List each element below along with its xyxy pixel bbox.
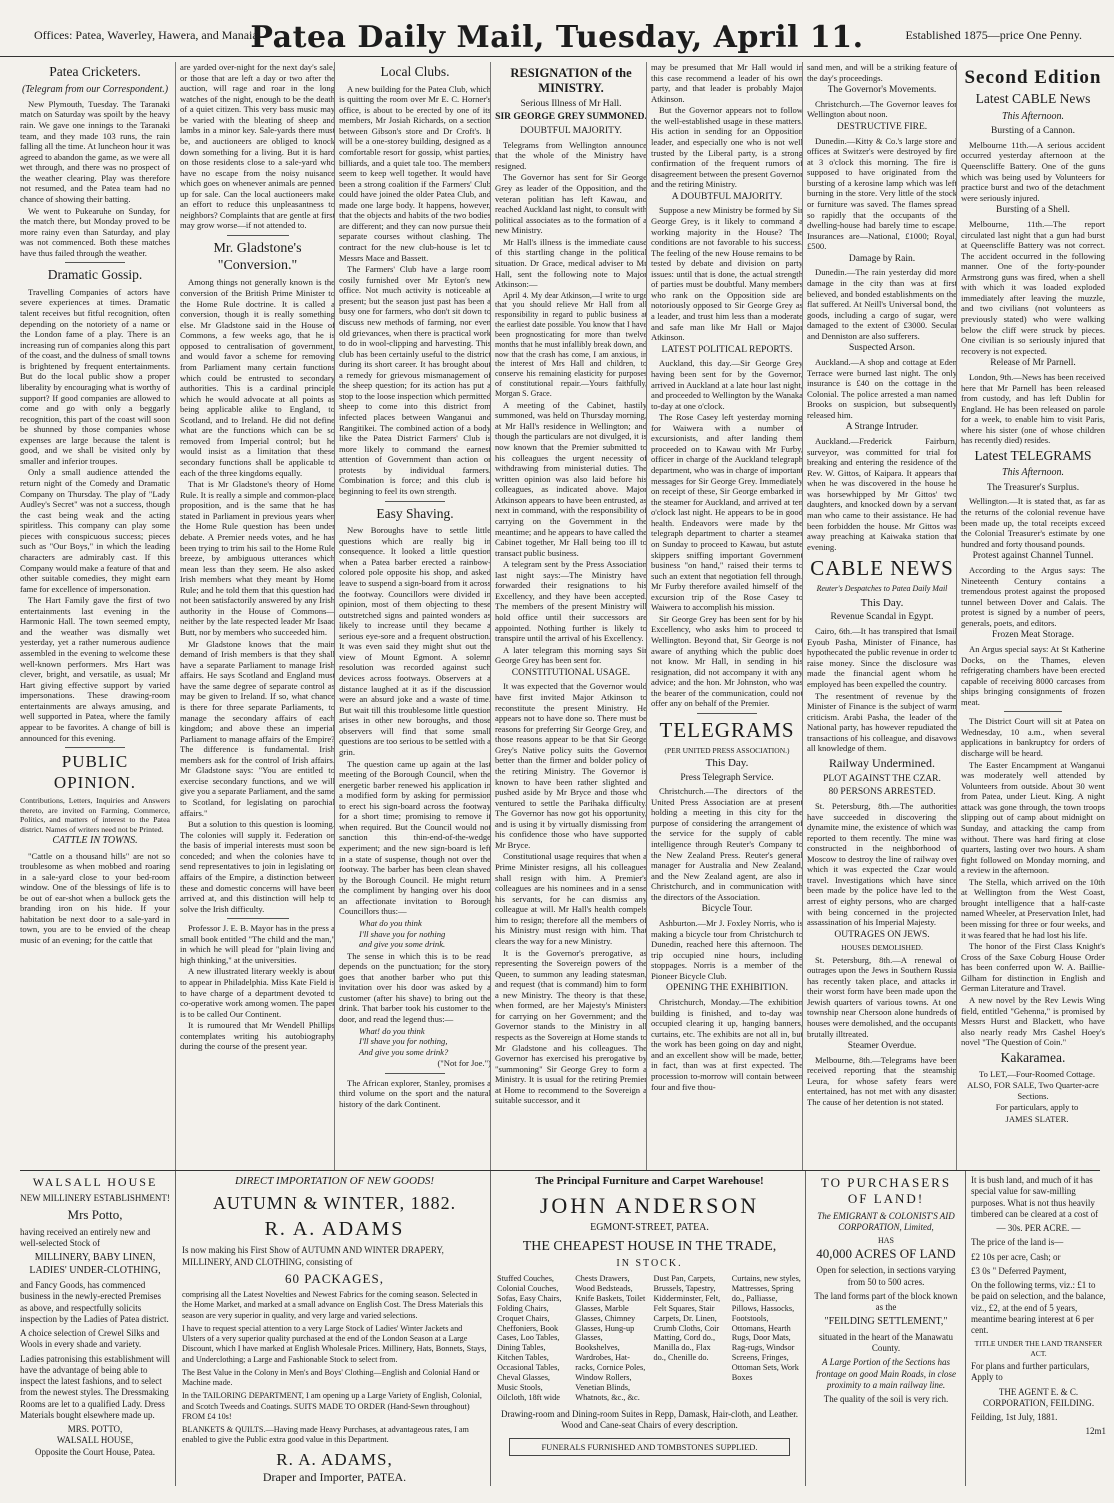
headline-revenue-scandal: Revenue Scandal in Egypt.: [830, 612, 934, 623]
headline-treasurers-surplus: The Treasurer's Surplus.: [986, 482, 1080, 493]
subhead: HOUSES DEMOLISHED.: [841, 943, 923, 953]
classified-ad: JAMES SLATER.: [1005, 1113, 1069, 1124]
stock-column: Curtains, new styles, Mattresses, Spring do., Palliasse, Pillows, Hassocks, Footstools, Ottomans, Hearth Rugs, Door Mats, Rag-rugs, Windsor Screens, Fringes, Ottoman Sets, Work Boxes: [731, 1273, 801, 1383]
ad-signature: Opposite the Court House, Patea.: [35, 1446, 155, 1457]
paragraph: Dunedin.—The rain yesterday did more damage in the city than was at first believed, and bonded establishments on the flat suffered. At Neill's Universal bond, the goods, including a cargo of sugar, were damaged to the extent of £3000. Secular and Denniston are also sufferers.: [807, 267, 957, 341]
paragraph: It was expected that the Governor would have first invited Major Atkinson to reconstitute the present Ministry. He appears not to have done so. There must be reasons for preferring Sir George Grey, and those reasons appear to be that Sir George Grey's Native policy suits the Governor better than the firmer and bolder policy of the retiring Ministry. The Governor is known to have been rather slighted and pushed aside by Mr Bryce and those who ventured to settle the Parihaka difficulty. The Governor has now got his opportunity, and is using it by virtually dismissing from his confidence those who have supported Mr Bryce.: [495, 681, 647, 850]
paragraph: Dunedin.—Kitty & Co.'s large store and offices at Switzer's were destroyed by fire at 3 o'clock this morning. The fire is supposed to have originated from the bursting of a kerosine lamp which was left burning in the store. Very little of the stock or furniture was saved. The flames spread so rapidly that the occupants of the dwelling-house had barely time to escape. Insurances are—National, £1000; Royal, £500.: [807, 135, 957, 252]
ad-name: Mrs Potto,: [67, 1207, 123, 1223]
ad-slogan: THE CHEAPEST HOUSE IN THE TRADE,: [522, 1238, 777, 1254]
verse: What do you think I'll shave you for nothing and give you some drink.: [359, 917, 446, 950]
ad-text: comprising all the Latest Novelties and Newest Fabrics for the coming season. Selected in the Home Market, and marked at a small advance on English Cost. The Dress Materials this season are very superior in quality, and very large and varied selections.: [182, 1290, 484, 1320]
paragraph: The African explorer, Stanley, promises a third volume on the sport and the natural history of the dark Continent.: [339, 1077, 491, 1109]
subhead: 80 PERSONS ARRESTED.: [828, 787, 936, 798]
headline-press-telegraph: Press Telegraph Service.: [680, 772, 774, 783]
masthead-offices: Offices: Patea, Waverley, Hawera, and Manaia.: [34, 28, 261, 42]
paragraph: The Rose Casey left yesterday morning for Waiwera with a number of excursionists, and after landing them proceeded on to Kawau with Mr Furby, officer in charge of the Auckland telegraph department, who was in charge of important messages for Sir George Grey. Immediately on receipt of these, Sir George embarked in the steamer for Auckland, and arrived at ten o'clock last night. He appears to be in good health. Endeavors were made by the telegraph department to charter a steamer on Sunday to proceed to Kawau, but astute skippers sniffing important Government business "on hand," raised their terms to such an extent that negotiation fell through. Mr Furby therefore availed himself of the excursion trip of the Rose Casey to Waiwera to accomplish his mission.: [651, 412, 803, 613]
paragraph: A meeting of the Cabinet, hastily summoned, was held on Thursday morning, at Mr Hall's residence in Wellington; and though the particulars are not divulged, it is now known that the Premier submitted to his colleagues the urgent necessity of withdrawing from ministerial duties. The written opinion was also laid before his colleagues, as indicated above. Major Atkinson appears to have been entrusted, as next in command, with the responsibility of carrying on the Government in the meantime; and he appears to have called the Cabinet together, Mr Hall being too ill to transact public business.: [495, 399, 647, 558]
ad-text: Is now making his First Show of AUTUMN AND WINTER DRAPERY, MILLINERY, AND CLOTHING, consisting of: [182, 1245, 444, 1267]
ad-text: For plans and further particulars, Apply to: [971, 1361, 1090, 1383]
paragraph: The Hart Family gave the first of two entertainments last evening in the Harmonic Hall. The town seemed empty, and the weather was dismally wet yesterday, yet a rather numerous audience assembled in the evening to welcome these well-known performers. Mrs Hart was clever, bright, and versatile, as usual; Mr Hart giving effective support by varied impersonations. These drawing-room entertainments are always amusing, and well supported in Patea, where the family appear to be favorites. A change of bill is announced for this evening.: [20, 595, 170, 743]
paragraph: A later telegram this morning says Sir George Grey has been sent for.: [495, 644, 647, 666]
headline-kakaramea: Kakaramea.: [1000, 1049, 1066, 1065]
ad-address: EGMONT-STREET, PATEA.: [590, 1222, 709, 1234]
paragraph: Among things not generally known is the conversion of the British Prime Minister to the Home Rule doctrine. It is called a conversion, though it is really something else. Mr Gladstone said in the House of Commons, a few weeks ago, that he is opposed to centralisation of government, and would favor a scheme for removing from Parliament many certain functions which could be entrusted to secondary authorities. This is a cardinal principle which he would advocate at all points as being applicable alike to England, to Scotland, and to Ireland. He did not define what are the functions which can be so removed from Imperial control; but he would insist as a limitation that these secondary functions shall be applicable to each of the three kingdoms equally.: [180, 277, 335, 478]
column-4: [490, 62, 647, 1170]
paragraph: Christchurch, Monday.—The exhibition building is finished, and to-day was occupied clearing it up, hanging banners, curtains, etc. The exhibits are not all in, but the work has been going on day and night, and an excellent show will be made, better, in fact, than was at first expected. The procession to-morrow will contain between four and five thou-: [651, 997, 803, 1092]
paragraph: Suppose a new Ministry be formed by Sir George Grey, is it likely to command a working majority in the House? The conditions are not favorable to his success. The feeling of the new House remains to be tested by debate and division on party issues: until that is done, the actual strength of parties must be doubtful. Many members who rank on the Opposition side are notoriously opposed to Sir George Grey as a leader, and trust him less than a moderate and safe man like Mr Hall or Major Atkinson.: [651, 205, 803, 343]
ad-text: A Large Portion of the Sections has frontage on good Main Roads, in close proximity to a main railway line.: [816, 1357, 956, 1390]
paragraph: A new novel by the Rev Lewis Wing field, entitled "Gehenna," is promised by Messrs Hurst and Blackett, who have also nearly ready Mrs Cashel Hoey's novel "The Question of Coin.": [961, 994, 1105, 1048]
paragraph: The Farmers' Club have a large room cosily furnished over Mr Eyton's new office. Not much activity is noticeable at present; but the season just past has been a busy one for farmers, who don't sit down to discuss new methods of farming, nor even old grievances, when there is practical work to do in wool-clipping and harvesting. This club has been certainly useful to the district during its short career. It has brought about a remedy for grievous mismanagement of the sheep question; for its action has put a stop to the loose inspection which permitted sheep to come into this district from infected places between Wanganui and Rangitikei. The combined action of a body like the Patea District Farmers' Club is more likely to command the earnest attention of Government than action or protests by individual farmers. Combination is force; and this club is beginning to feel its own strength.: [339, 264, 491, 496]
ad-title: WALSALL HOUSE: [32, 1175, 158, 1189]
paragraph: Cairo, 6th.—It has transpired that Ismail Eyoub Pasha, Minister of Finance, has hypothecated the public revenue in order to raise money. Since the disclosure was made the financial agent whom he employed has been expelled the country.: [807, 626, 957, 689]
ad-text: HAS: [877, 1236, 894, 1245]
paragraph: An Argus special says: At St Katherine Docks, on the Thames, eleven refrigerating chambers have been erected capable of receiving 8000 carcases from ships bringing consignments of frozen meat.: [961, 643, 1105, 707]
verse-credit: ("Not for Joe."): [437, 1058, 491, 1069]
ad-settlement-name: "FEILDING SETTLEMENT,": [824, 1316, 948, 1328]
verse: What! do you think I'll shave you for nothing, And give you some drink?: [359, 1025, 449, 1057]
ad-text: In the TAILORING DEPARTMENT, I am opening up a Large Variety of English, Colonial, and Scotch Tweeds and Coatings. SUITS MADE TO ORDER (Hand-Sewn throughout) FROM £4 10s!: [182, 1391, 482, 1421]
masthead-title: Patea Daily Mail, Tuesday, April 11.: [250, 20, 864, 55]
ad-signature: R. A. ADAMS,: [276, 1449, 393, 1469]
subhead: SIR GEORGE GREY SUMMONED.: [495, 112, 647, 123]
headline-dramatic-gossip: Dramatic Gossip.: [47, 267, 143, 283]
divider: [1004, 711, 1062, 712]
paragraph: Mr Gladstone knows that the main demand of Irish members is that they shall have a separate Parliament to manage Irish affairs. He says Scotland and England must have the same degree of separate control as may be given to Ireland. If so, what chance is there for three separate Parliaments, to manage the secondary affairs of each kingdom; and above these an imperial Parliament to manage affairs of the Empire? The difference is fundamental. Irish members ask for the control of Irish affairs. Mr Gladstone says: "You are entitled to exercise secondary functions, and we will give you a separate Parliament, and the same to Scotland, for legislating on parochial affairs.": [180, 638, 335, 818]
headline-outrages-on-jews: OUTRAGES ON JEWS.: [834, 929, 930, 940]
ad-text: It is bush land, and much of it has special value for saw-milling purposes. What is not thus heavily timbered can be cleared at a cost of: [971, 1175, 1099, 1219]
ad-text: situated in the heart of the Manawatu County.: [819, 1331, 953, 1353]
headline-strange-intruder: A Strange Intruder.: [845, 422, 919, 433]
paragraph: The sense in which this is to be read depends on the punctuation; for the story goes that another barber who put this invitation over his door was asked by a customer (after his shave) to bring out the drink. That barber took his customer to the door, and read the legend thus:—: [339, 950, 491, 1024]
ad-walsall-house: [20, 1171, 174, 1486]
headline-destructive-fire: DESTRUCTIVE FIRE.: [836, 121, 928, 132]
subhead: PLOT AGAINST THE CZAR.: [823, 773, 941, 784]
paragraph: Mr Hall's illness is the immediate cause of this startling change in the political situation. Dr Grace, medical adviser to Mr Hall, sent the following note to Major Atkinson:—: [495, 236, 647, 290]
ad-signature: Draper and Importer, PATEA.: [262, 1469, 407, 1484]
divider: [65, 747, 125, 748]
subhead: This Afternoon.: [1001, 110, 1065, 122]
headline-channel-tunnel: Protest against Channel Tunnel.: [972, 551, 1094, 562]
ad-title: AUTUMN & WINTER, 1882.: [212, 1192, 457, 1213]
paragraph: But the Governor appears not to follow the well-established usage in these matters. His action in sending for an Opposition leader, and especially one who is not well trusted by the Liberal party, is a strong confirmation of the frequent rumors of disagreement between the present Governor and the retiring Ministry.: [651, 105, 803, 190]
paragraph: Ashburton.—Mr J. Foxley Norris, who is making a bicycle tour from Christchurch to Dunedin, reached here this afternoon. The trip occupied nine hours, including stoppages. Norris is a member of the Pioneer Bicycle Club.: [651, 918, 803, 981]
paragraph: The Easter Encampment at Wanganui was moderately well attended by Volunteers from outside. About 30 went from Patea, under Lieut. King. A night attack was gone through, the town troops slipping out of camp about midnight on Sunday, and attacking the camp from without. There was hard firing at close quarters, lasting over two hours. A sham fight followed on Monday morning, and a review in the afternoon.: [961, 759, 1105, 876]
paragraph: may be presumed that Mr Hall would in this case recommend a leader of his own party, and that leader is probably Major Atkinson.: [651, 62, 803, 104]
paragraph: The resentment of revenue by the Minister of Finance is the subject of warm criticism. Arabi Pasha, the leader of the National party, has however repudiated the transactions of his colleague, and disavows all knowledge of them.: [807, 690, 957, 754]
subhead: This Day.: [860, 596, 904, 609]
headline-latest-telegrams: Latest TELEGRAMS: [974, 447, 1092, 463]
paragraph: We went to Pukearuhe on Sunday, for the match there, but Monday proved to be more rainy even than Saturday, and play was not commenced. Both these matches have thus failed through the weather.: [20, 205, 170, 258]
paragraph: It is the Governor's prerogative, as representing the Sovereign powers of the Queen, to summon any leading statesman, and request (that is command) him to form a new Ministry. The theory is that these, when formed, are her Majesty's Ministers for carrying on her Government; and the Governor stands to the Ministry in all respects as the Sovereign at Home stands to Mr Gladstone and his colleagues. The Governor has exercised his prerogative by "summoning" Sir George Grey to form a Ministry. It is usual for the retiring Premier at Home to recommend to the Sovereign a suitable successor, and it: [495, 947, 647, 1106]
paragraph: New Boroughs have to settle little questions which are really big in consequence. It looked a little question when a Patea barber erected a rainbow-colored pole opposite his shop, and asked leave to suspend a sign-board from it across the footway. Councillors were divided in opinion, most of them objecting to these outstretched signs and painted wonders as likely to increase until they became a serious eye-sore and a frequent obstruction. It was even said they might shut out the view of Mount Egmont. A solemn resolution was recorded against such devices across footways. Observers at a distance laughed at it as if the discussion were an absurd joke and a waste of time. But wait till this troublesome little question arises in other new boroughs, and those observers will find that some small questions are too serious to be settled with a grin.: [339, 525, 491, 757]
ad-title: TO PURCHASERS: [820, 1175, 952, 1190]
paragraph: The question came up again at the last meeting of the Borough Council, when the energetic barber renewed his application in a modified form by asking for permission to erect his sign-board across the footway for a short time; promising to remove it when required. But the Council would not sanction this thin-end-of-the-wedge experiment; and the new sign-board is left in a state of suspense, though not over the footway. The barber has been clean shaved by the Borough Council. He might return the compliment by hanging over his door an affectionate invitation to Borough Councillors thus:—: [339, 758, 491, 917]
headline-easy-shaving: Easy Shaving.: [376, 505, 454, 521]
ad-text: and Fancy Goods, has commenced business in the newly-erected Premises as above, and respectfully solicits inspection by the Ladies of Patea district.: [20, 1280, 169, 1324]
ad-items: MILLINERY, BABY LINEN, LADIES' UNDER-CLOTHING,: [29, 1252, 161, 1276]
paragraph: sand men, and will be a striking feature of the day's proceedings.: [807, 62, 957, 83]
headline-cattle-in-towns: CATTLE IN TOWNS.: [52, 835, 138, 847]
ad-cost: — 30s. PER ACRE. —: [996, 1223, 1081, 1233]
ad-name: R. A. ADAMS: [264, 1218, 405, 1241]
paragraph: The District Court will sit at Patea on Wednesday, 10 a.m., when several applications in bankruptcy for orders of discharge will be heard.: [961, 716, 1105, 759]
paragraph: Sir George Grey has been sent for by his Excellency, who asks him to proceed to Wellington. Beyond that, Sir George is not aware of anything which the public does not know. Mr Hall, in sending in his resignation, did not accompany it with any advice; and the hon. Mr Johnston, who was the bearer of the communication, could not offer any on behalf of the Premier.: [651, 613, 803, 709]
paragraph: Professor J. E. B. Mayor has in the press a small book entitled "The child and the man," in which he will plead for "plain living and high thinking," at the universities.: [180, 923, 335, 965]
paragraph: Melbourne, 8th.—Telegrams have been received reporting that the steamship Leura, for whose safety fears were entertained, has not met with any disaster. The cause of her detention is not stated.: [807, 1054, 957, 1108]
subhead: Serious Illness of Mr Hall.: [520, 98, 622, 109]
news-columns: [20, 62, 1105, 1170]
letter: April 4. My dear Atkinson,—I write to urge that you should relieve Mr Hall from all responsibility in regard to public business at the earliest date possible. You know that I have been prognosticating for more than twelve months that he must infallibly break down, and now that the crash has come, I am anxious, in the interest of Mrs Hall and children, to conserve his remaining elasticity for purposes of constitutional repair.—Yours faithfully, Morgan S. Grace.: [495, 290, 647, 398]
ad-corporation: The EMIGRANT & COLONIST'S AID CORPORATION, Limited,: [817, 1210, 955, 1232]
paragraph: St. Petersburg, 8th.—The authorities have succeeded in discovering the dynamite mine, the existence of which was reported to them recently. The mine was constructed in the neighborhood of Moscow to destroy the line of railway over which it was expected the Czar would travel. Investigations which have since been made by the police have led to the arrest of eighty persons, who are charged with being concerned in the projected assassination of his Imperial Majesty.: [807, 800, 957, 928]
headline-second-edition: Second Edition: [964, 67, 1102, 88]
headline-latest-cable: Latest CABLE News: [975, 91, 1091, 107]
paragraph: Travelling Companies of actors have severe experiences at times. Dramatic talent receives but fitful recognition, often depending on the notoriety of a name or the London fame of a play. There is an increasing run of companies along this part of the coast, and the dulness of small towns is brightened by frequent entertainments. But do the local public show a proper liberality by encouraging what is worthy of support? If good companies are allowed to come and go with only a beggarly recognition, this part of the coast will soon be shunned by those companies whose expenses are large because the talent is good, and we shall be visited only by smaller and inferior troupes.: [20, 286, 170, 466]
subhead: This Afternoon.: [1001, 467, 1065, 479]
paragraph: Auckland.—A shop and cottage at Eden Terrace were burned last night. The only insurance is £40 on the cottage in the Colonial. The police arrested a man named Brooks on suspicion, but subsequently released him.: [807, 357, 957, 420]
paragraph: The honor of the First Class Knight's Cross of the Saxe Coburg House Order has been conferred upon W. A. Baillie-Gilham for distinction in English and German Literature and Travel.: [961, 941, 1105, 994]
paragraph: A telegram sent by the Press Association last night says:—The Ministry have forwarded their resignations to his Excellency, and they have been accepted. The members of the present Ministry will hold office until their successors are appointed. Nothing further is likely to transpire until the arrival of his Excellency.: [495, 559, 647, 644]
ad-text: Open for selection, in sections varying from 50 to 500 acres.: [816, 1265, 956, 1287]
ad-text: The price of the land is—: [971, 1237, 1064, 1248]
headline-latest-political-reports: LATEST POLITICAL REPORTS.: [661, 344, 793, 355]
paragraph: Auckland.—Frederick Fairburn, surveyor, was committed for trial for breaking and entering the residence of the Rev. W. Gittos, of Kaipara. It appears that when he was discovered in the house he was horsewhipped by Mr Gittos' two daughters, and knocked down by a servant man who came to their assistance. He had been forbidden the house. Mr Gittos was away preaching at Kaiwaka station that evening.: [807, 436, 957, 552]
ad-subtitle: NEW MILLINERY ESTABLISHMENT!: [20, 1193, 170, 1203]
headline-bursting-cannon: Bursting of a Cannon.: [991, 126, 1075, 137]
headline-patea-cricketers: Patea Cricketers.: [49, 64, 141, 79]
ad-stock: IN STOCK.: [616, 1258, 683, 1270]
paragraph: "Cattle on a thousand hills" are not so troublesome as when mobbed and roaring in a sale-yard close to your bed-room window. One of the blessings of life is to be out of ear-shot when a bullock gets the branding iron on his hide. If your habitation be next door to a sale-yard in town, you are to be envied of the cheap music of an evening; for the cattle that: [20, 850, 170, 946]
ad-ra-adams: [175, 1171, 493, 1486]
divider: [65, 262, 125, 263]
ad-text: having received an entirely new and well-selected Stock of: [20, 1226, 151, 1248]
ad-text: I have to request special attention to a very Large Stock of Ladies' Winter Jackets and Ulsters of a very superior quality purchased at the end of the London Season at a Large Discount, which I have marked at English Wholesale Prices. Millinery, Hats, Bonnets, Stays, and Underclothing; a Large and Fashionable Stock to select from.: [182, 1323, 487, 1364]
ad-text: The quality of the soil is very rich.: [823, 1394, 949, 1404]
paragraph: A new illustrated literary weekly is about to appear in Philadelphia. Miss Kate Field is to have charge of a department devoted to co-operative work among women. The paper is to be called Our Continent.: [180, 966, 335, 1019]
subhead: (Telegram from our Correspondent.): [21, 83, 169, 95]
paragraph: Auckland, this day.—Sir George Grey having been sent for by the Governor, arrived in Auckland at a late hour last night, and proceeded to Wellington by the Wanaka to-day at one o'clock.: [651, 358, 803, 411]
subhead: Reuter's Despatches to Patea Daily Mail: [816, 584, 948, 594]
headline-suspected-arson: Suspected Arson.: [849, 343, 915, 354]
divider: [385, 501, 446, 502]
paragraph: The Stella, which arrived on the 10th at Wellington from the West Coast, brought intelligence that a half-caste named Wheeler, at Preservation Inlet, had been missing for three or four weeks, and it was feared that he had lost his life.: [961, 876, 1105, 940]
headline-cable-news: CABLE NEWS: [810, 556, 954, 581]
paragraph: It is rumoured that Mr Wendell Phillips contemplates writing his autobiography during the course of the present year.: [180, 1020, 335, 1052]
ad-packages: 60 PACKAGES,: [285, 1270, 384, 1286]
headline-public-opinion: PUBLIC OPINION.: [53, 752, 137, 793]
ad-emigrant-corporation: [805, 1171, 966, 1486]
subhead: (PER UNITED PRESS ASSOCIATION.): [664, 745, 790, 755]
classified-ad: To LET,—Four-Roomed Cottage. ALSO, FOR SALE, Two Quarter-acre Sections.: [967, 1069, 1099, 1101]
headline-bicycle-tour: Bicycle Tour.: [701, 904, 753, 915]
advertisements: [20, 1170, 1106, 1486]
masthead: [0, 0, 1114, 57]
headline-resignation-ministry: RESIGNATION of the MINISTRY.: [510, 66, 632, 96]
ad-top: The Principal Furniture and Carpet Warehouse!: [535, 1175, 764, 1187]
ad-signature: WALSALL HOUSE,: [56, 1435, 134, 1446]
ad-text: Ladies patronising this establishment will have the advantage of being able to inspect the latest fashions, and to select from the newest styles. The Dressmaking Rooms are let to a qualified Lady. Dress Materials bought elsewhere made up.: [20, 1353, 170, 1420]
ad-signature: MRS. POTTO,: [67, 1424, 123, 1434]
paragraph: The Governor has sent for Sir George Grey as leader of the Opposition, and the veteran politian has left Kawau, and reached Auckland last night, to consult with political associates as to the formation of a new Ministry.: [495, 172, 647, 236]
classified-ad: For particulars, apply to: [995, 1102, 1079, 1113]
ad-text: Drawing-room and Dining-room Suites in Repp, Damask, Hair-cloth, and Leather. Wood and Cane-seat Chairs of every description.: [501, 1409, 798, 1431]
ad-text: BLANKETS & QUILTS.—Having made Heavy Purchases, at advantageous rates, I am enabled to give the Public extra good value in this Department.: [182, 1425, 469, 1445]
headline-telegrams: TELEGRAMS: [659, 717, 795, 742]
paragraph: A new building for the Patea Club, which is quitting the room over Mr E. C. Horner's office, is about to be erected by one of its members, Mr Josiah Richards, on a section between Gibson's store and Dr Croft's. It will be a one-storey building, designed as a comfortable resort for gossip, whist parties, billiards, and a quiet tale too. The members seem to keep well together. It would have been a strong coalition if the Farmers' Club could have joined the older Patea Club, and made one large body. It happens, however, that the objects and habits of the two bodies are different; and they can now pursue their separate courses without clashing. The contract for the new club-house is let to Messrs Mace and Bassett.: [339, 83, 491, 263]
paragraph: Melbourne 11th.—A serious accident occurred yesterday afternoon at the Queenscliffe Battery. One of the guns which was being used by Volunteers for practice burst and two of the detachment were seriously injured.: [961, 139, 1105, 203]
paragraph: That is Mr Gladstone's theory of Home Rule. It is really a simple and common-place proposition, and is the same that he has stated in Parliament in previous years when the Home Rule question has been under debate. A Premier needs votes, and he has been trying to trim his sail to the Home Rule breeze, by ambiguous utterances which mean less than they seem. He also asked Irish members what they meant by Home Rule; and he told them that this question had not been satisfactorily answered by any Irish authority in the House of Commons—neither by the late respected leader Mr Isaac Butt, nor by members who succeeded him.: [180, 479, 335, 637]
paragraph: London, 9th.—News has been received here that Mr Parnell has been released from custody, and has left Dublin for England. He has been released on parole for a week, to enable him to visit Paris, where his sister (one of whose children has recently died) resides.: [961, 371, 1105, 446]
paragraph: Telegrams from Wellington announce that the whole of the Ministry have resigned.: [495, 139, 647, 171]
ad-text: On the following terms, viz.: £1 to be paid on selection, and the balance, viz., £2, at the end of 5 years, meantime bearing interest at 6 per cent.: [971, 1280, 1106, 1335]
subhead: This Day.: [705, 757, 749, 770]
ad-text: The land forms part of the block known as the: [814, 1290, 958, 1312]
column-5: [646, 62, 803, 1170]
paragraph: But a solution to this question is looming. The colonies will supply it. Federation on the basis of imperial interests must soon be conceded; and when the colonies have to send representatives to join in legislating on affairs of the Empire, a distinction between these and domestic concerns will have been arrived at, and this distinction will help to solve the Irish difficulty.: [180, 819, 335, 914]
headline-frozen-meat: Frozen Meat Storage.: [991, 630, 1075, 641]
stock-column: Chests Drawers, Wood Bedsteads, Knife Baskets, Toilet Glasses, Marble Glasses, Chimney Glasses, Hung-up Glasses, Bookshelves, Wardrobes, Hat-racks, Cornice Poles, Window Rollers, Venetian Blinds, Whatnots, &c., &c.: [575, 1273, 646, 1403]
headline-governors-movements: The Governor's Movements.: [827, 85, 937, 96]
ad-acres: 40,000 ACRES OF LAND: [816, 1246, 956, 1261]
paragraph: Christchurch.—The directors of the United Press Association are at present holding a meeting in this city for the purpose of considering the arrangement of the service for the supply of cable intelligence through Reuter's Company to the New Zealand Press. Reuter's general manager for Australia and New Zealand, and the New Zealand agent, are also in Christchurch, and in communication with the directors of the Association.: [651, 786, 803, 902]
divider: [697, 713, 758, 714]
headline-gladstone-conversion: Mr. Gladstone's "Conversion.": [213, 241, 302, 274]
paragraph: are yarded over-night for the next day's sale, or those that are left a day or two after the auction, will rage and roar in the long watches of the night, enough to be the death of a quiet citizen. This very bass music may be varied with the bleating of sheep and lambs in a minor key. Sale-yards there must be, and auctioneers are obliged to knock down something for a living. But it is hard on those residents close to a sale-yard who have no escape from the noisy nuisance which goes on whenever animals are penned up for sale. Can the local auctioneers make an effort to reduce this unpleasantness to neighbors? Complaints that are gentle at first may grow worse—if not attended to.: [180, 62, 335, 231]
column-7: [956, 62, 1105, 1170]
column-2: [175, 62, 335, 1170]
ad-text: Feilding, 1st July, 1881.: [971, 1412, 1058, 1422]
paragraph: Constitutional usage requires that when a Prime Minister resigns, all his colleagues shall resign with him. A Premier's colleagues are his nominees and in a sense his servants, for he can dismiss any colleague at will. Mr Hall's health compels him to resign; therefore all the members of his Ministry must resign with him. That clears the way for a new Ministry.: [495, 851, 647, 946]
headline-bursting-shell: Bursting of a Shell.: [996, 205, 1070, 216]
ad-name: JOHN ANDERSON: [539, 1192, 760, 1218]
ad-funerals-box: FUNERALS FURNISHED AND TOMBSTONES SUPPLIED.: [509, 1438, 790, 1457]
ad-john-anderson: [490, 1171, 808, 1486]
paragraph: According to the Argus says: The Nineteenth Century contains a tremendous protest against the proposed tunnel between Dover and Calais. The protest is signed by a number of peers, generals, poets, and editors.: [961, 564, 1105, 628]
stock-column: Stuffed Couches, Colonial Couches, Sofas, Easy Chairs, Folding Chairs, Croquet Chairs, Cheffoniers, Book Cases, Loo Tables, Dining Tables, Kitchen Tables, Occasional Tables, Cheval Glasses, Music Stools, Oilcloth, 18ft wide: [497, 1273, 562, 1403]
paragraph: New Plymouth, Tuesday. The Taranaki match on Saturday was spoilt by the heavy rain. We gave one innings to the Taranaki team, and they made 103 runs, the rain falling all the time. At luncheon hour it was agreed to abandon the game, as we were all wet through, and there was no prospect of the weather clearing. Play was therefore not resumed, and the Patea team had no chance of showing their batting.: [20, 98, 170, 204]
ad-text: TITLE UNDER THE LAND TRANSFER ACT.: [974, 1339, 1103, 1358]
headline-release-parnell: Release of Mr Parnell.: [990, 358, 1076, 369]
public-opinion-note: Contributions, Letters, Inquiries and Answers thereto, are invited on Farming, Commerce, Politics, and matters of interest to the Patea district. Names of writers need not be Printed.: [20, 795, 170, 834]
column-3: [334, 62, 491, 1170]
ad-text: £2 10s per acre, Cash; or: [971, 1251, 1061, 1262]
ad-title: OF LAND!: [847, 1191, 925, 1207]
ad-emigrant-terms: [965, 1171, 1106, 1486]
headline-railway-undermined: Railway Undermined.: [829, 755, 935, 770]
headline-opening-exhibition: OPENING THE EXHIBITION.: [666, 983, 788, 994]
headline-doubtful-majority: A DOUBTFUL MAJORITY.: [671, 191, 783, 202]
subhead: DOUBTFUL MAJORITY.: [520, 126, 622, 137]
paragraph: Wellington.—It is stated that, as far as the returns of the colonial revenue have been made up, the total receipts exceed the Colonial Treasurer's estimate by one hundred and forty thousand pounds.: [961, 496, 1105, 549]
column-6: [802, 62, 957, 1170]
ad-text: The Best Value in the Colony in Men's and Boys' Clothing—English and Colonial Hand or Machine made.: [182, 1367, 480, 1387]
divider: [227, 235, 289, 236]
headline-steamer-overdue: Steamer Overdue.: [847, 1041, 917, 1052]
paragraph: St. Petersburg, 8th.—A renewal of outrages upon the Jews in Southern Russia has recently taken place, and attacks in their worst form have been made upon the Jewish quarters of various towns. At one township near Chersoon alone hundreds of houses were demolished, and the occupants brutally illtreated.: [807, 954, 957, 1039]
paragraph: Melbourne, 11th.—The report circulated last night that a gun had burst at Queenscliffe Battery was not correct. The accident occurred in the following manner. One of the forty-pounder Armstrong guns was fired, when a shell with which it was loaded exploded immediately after leaving the muzzle, and two civilians (not volunteers as previously stated) who were walking below the cliff were struck by pieces. One civilian is so seriously injured that recovery is not expected.: [961, 218, 1105, 356]
ad-text: A choice selection of Crewel Silks and Wools in every shade and variety.: [20, 1328, 160, 1350]
paragraph: Christchurch.—The Governor leaves for Wellington about noon.: [807, 98, 957, 120]
ad-text: £3 0s " Deferred Payment,: [971, 1265, 1067, 1276]
ad-top: DIRECT IMPORTATION OF NEW GOODS!: [234, 1175, 434, 1187]
divider: [227, 918, 289, 919]
divider: [385, 1073, 446, 1074]
ad-stock-list: [497, 1274, 802, 1403]
column-1: [20, 62, 170, 1170]
headline-local-clubs: Local Clubs.: [380, 64, 450, 79]
headline-damage-by-rain: Damage by Rain.: [848, 253, 916, 264]
paragraph: Only a small audience attended the return night of the Comedy and Dramatic Company on Thursday. The play of "Lady Audley's Secret" was not a success, though the cast being weak and the acting spiritless. This company can play some pieces with conspicuous success; pieces such as "Our Boys," in which the leading characters are admirably cast. If this Company would make a feature of that and other suitable comedies, they might earn fame for excellence of impersonation.: [20, 467, 170, 594]
ad-text: THE AGENT E. & C. CORPORATION, FEILDING.: [982, 1386, 1095, 1408]
ad-text: 12m1: [1085, 1426, 1106, 1437]
headline-constitutional-usage: CONSTITUTIONAL USAGE.: [511, 667, 631, 678]
masthead-established: Established 1875—price One Penny.: [905, 28, 1082, 42]
stock-column: Dust Pan, Carpets, Brussels, Tapestry, Kidderminster, Felt, Felt Squares, Stair Carpets, Dr. Linen, Crumb Cloths, Coir Matting, Cord do., Manilla do., Flax do., Chenille do.: [653, 1273, 721, 1363]
